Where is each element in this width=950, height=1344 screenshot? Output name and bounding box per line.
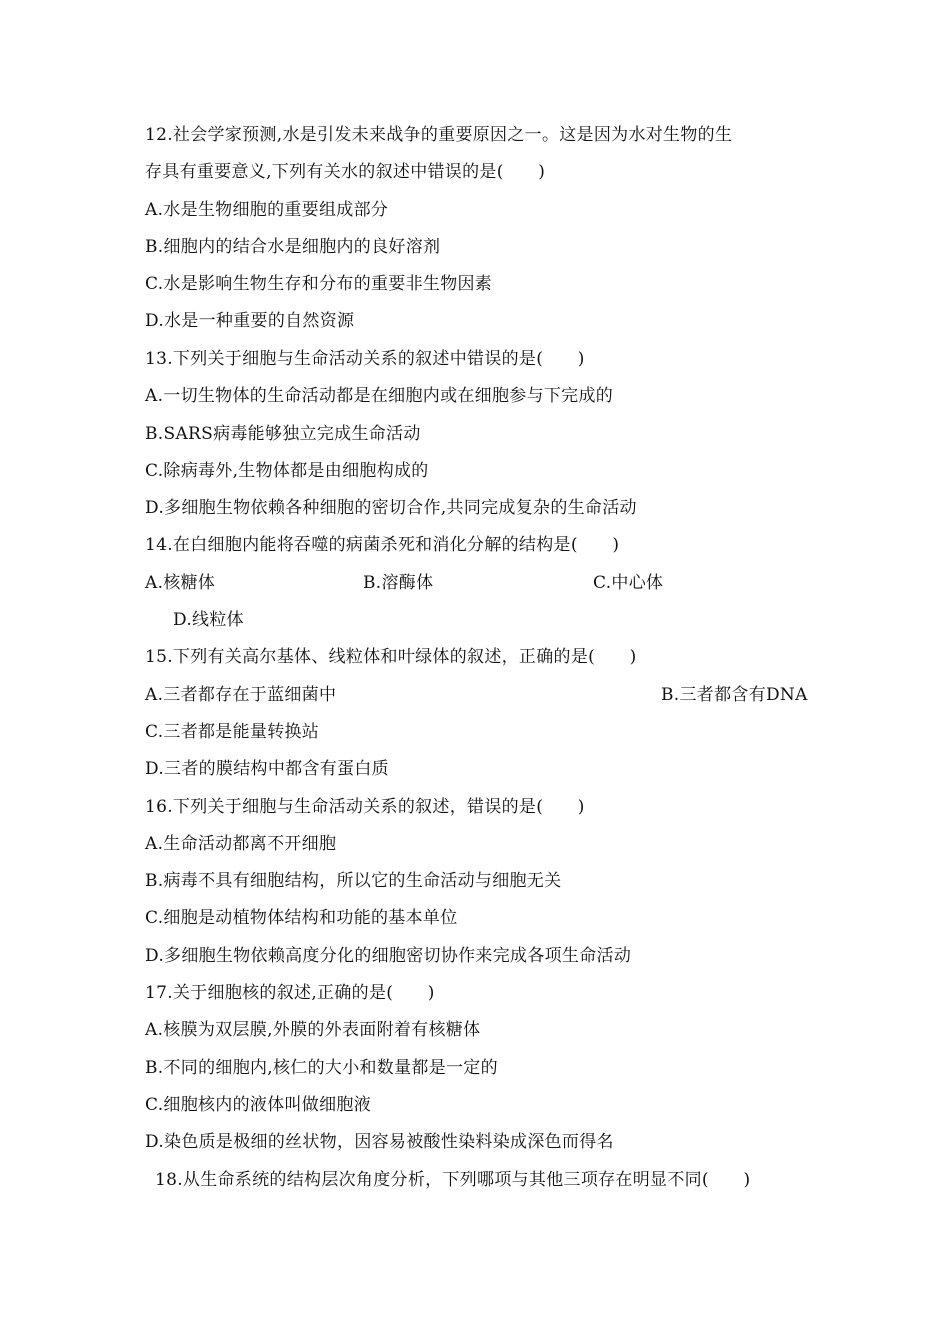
q12-stem-line2: 存具有重要意义,下列有关水的叙述中错误的是( ) bbox=[145, 162, 546, 182]
q15-option-b: B.三者都含有DNA bbox=[661, 685, 808, 705]
q16-option-d: D.多细胞生物依赖高度分化的细胞密切协作来完成各项生命活动 bbox=[145, 946, 632, 966]
q15-stem: 15.下列有关高尔基体、线粒体和叶绿体的叙述，正确的是( ) bbox=[145, 647, 637, 667]
q15-option-c: C.三者都是能量转换站 bbox=[145, 722, 320, 742]
q12-stem-line1: 12.社会学家预测,水是引发未来战争的重要原因之一。这是因为水对生物的生 bbox=[145, 125, 733, 145]
q13-option-d: D.多细胞生物依赖各种细胞的密切合作,共同完成复杂的生命活动 bbox=[145, 498, 637, 518]
q16-option-b: B.病毒不具有细胞结构，所以它的生命活动与细胞无关 bbox=[145, 871, 562, 891]
q14-option-d: D.线粒体 bbox=[173, 610, 244, 630]
q12-option-b: B.细胞内的结合水是细胞内的良好溶剂 bbox=[145, 237, 441, 257]
q14-stem: 14.在白细胞内能将吞噬的病菌杀死和消化分解的结构是( ) bbox=[145, 535, 620, 555]
q12-option-d: D.水是一种重要的自然资源 bbox=[145, 311, 355, 331]
q14-option-b: B.溶酶体 bbox=[363, 573, 434, 593]
q17-option-d: D.染色质是极细的丝状物，因容易被酸性染料染成深色而得名 bbox=[145, 1132, 614, 1152]
q16-stem: 16.下列关于细胞与生命活动关系的叙述，错误的是( ) bbox=[145, 797, 585, 817]
q15-option-a: A.三者都存在于蓝细菌中 bbox=[145, 685, 337, 705]
q17-option-a: A.核膜为双层膜,外膜的外表面附着有核糖体 bbox=[145, 1020, 481, 1040]
q17-option-c: C.细胞核内的液体叫做细胞液 bbox=[145, 1095, 372, 1115]
q18-stem: 18.从生命系统的结构层次角度分析，下列哪项与其他三项存在明显不同( ) bbox=[155, 1170, 751, 1190]
q13-option-b: B.SARS病毒能够独立完成生命活动 bbox=[145, 424, 421, 444]
q13-stem: 13.下列关于细胞与生命活动关系的叙述中错误的是( ) bbox=[145, 349, 585, 369]
q12-option-a: A.水是生物细胞的重要组成部分 bbox=[145, 200, 389, 220]
q16-option-c: C.细胞是动植物体结构和功能的基本单位 bbox=[145, 908, 458, 928]
q17-option-b: B.不同的细胞内,核仁的大小和数量都是一定的 bbox=[145, 1058, 498, 1078]
q14-option-a: A.核糖体 bbox=[145, 573, 216, 593]
q14-option-c: C.中心体 bbox=[593, 573, 664, 593]
q12-option-c: C.水是影响生物生存和分布的重要非生物因素 bbox=[145, 274, 493, 294]
q13-option-c: C.除病毒外,生物体都是由细胞构成的 bbox=[145, 461, 429, 481]
q17-stem: 17.关于细胞核的叙述,正确的是( ) bbox=[145, 983, 435, 1003]
q15-option-d: D.三者的膜结构中都含有蛋白质 bbox=[145, 759, 389, 779]
q13-option-a: A.一切生物体的生命活动都是在细胞内或在细胞参与下完成的 bbox=[145, 386, 614, 406]
q16-option-a: A.生命活动都离不开细胞 bbox=[145, 834, 337, 854]
